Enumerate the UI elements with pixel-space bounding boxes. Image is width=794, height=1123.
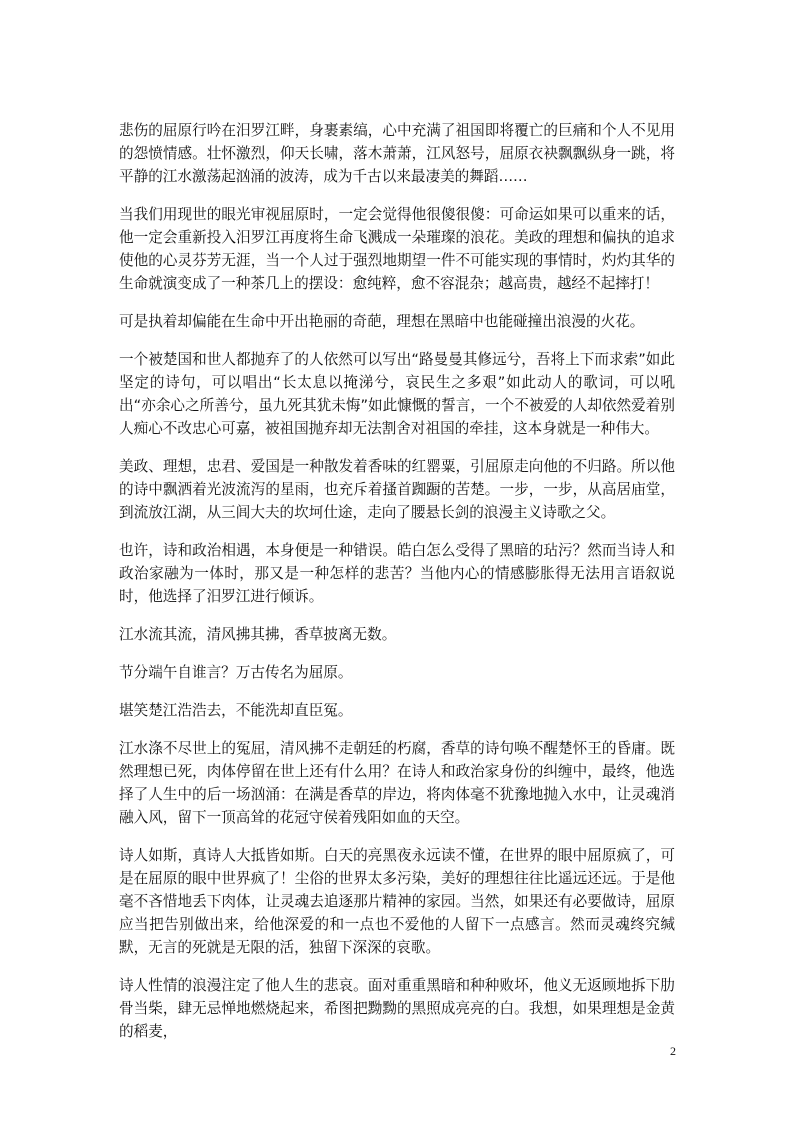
paragraph-1: 悲伤的屈原行吟在汨罗江畔，身裹素缟，心中充满了祖国即将覆亡的巨痛和个人不见用的怨愤情感。壮怀激烈，仰天长啸，落木萧萧，江风怒号，屈原衣袂飘飘纵身一跳，将平静的江水激荡起汹涌的波涛，成为千古以来最凄美的舞蹈…… — [119, 122, 675, 185]
paragraph-11: 诗人如斯，真诗人大抵皆如斯。白天的亮黑夜永远读不懂，在世界的眼中屈原疯了，可是在屈原的眼中世界疯了！尘俗的世界太多污染，美好的理想往往比遥远还远。于是他毫不吝惜地丢下肉体，让灵魂去追逐那片精神的家园。当然，如果还有必要做诗，屈原应当把告别做出来，给他深爱的和一点也不爱他的人留下一点感言。然而灵魂终究缄默，无言的死就是无限的活，独留下深深的哀歌。 — [119, 847, 675, 956]
paragraph-10: 江水涤不尽世上的冤屈，清风拂不走朝廷的朽腐，香草的诗句唤不醒楚怀王的昏庸。既然理想已死，肉体停留在世上还有什么用？在诗人和政治家身份的纠缠中，最终，他选择了人生中的后一场汹涌：在满是香草的岸边，将肉体毫不犹豫地抛入水中，让灵魂消融入风，留下一顶高耸的花冠守侯着残阳如血的天空。 — [119, 740, 675, 826]
paragraph-9: 堪笑楚江浩浩去，不能洗却直臣冤。 — [119, 702, 353, 719]
paragraph-12: 诗人性情的浪漫注定了他人生的悲哀。面对重重黑暗和种种败坏，他义无返顾地拆下肋骨当柴，肆无忌惮地燃烧起来，希图把黝黝的黑照成亮亮的白。我想，如果理想是金黄的稻麦， — [119, 977, 675, 1040]
paragraph-6: 也许，诗和政治相遇，本身便是一种错误。皓白怎么受得了黑暗的玷污？然而当诗人和政治家融为一体时，那又是一种怎样的悲苦？当他内心的情感膨胀得无法用言语叙说时，他选择了汨罗江进行倾诉。 — [119, 542, 675, 605]
page-body — [119, 119, 675, 1058]
paragraph-4: 一个被楚国和世人都抛弃了的人依然可以写出“路曼曼其修远兮，吾将上下而求索”如此坚定的诗句，可以唱出“长太息以掩涕兮，哀民生之多艰”如此动人的歌词，可以吼出“亦余心之所善兮，虽九死其犹未悔”如此慷慨的誓言，一个不被爱的人却依然爱着别人痴心不改忠心可嘉，被祖国抛弃却无法割舍对祖国的牵挂，这本身就是一种伟大。 — [119, 351, 675, 437]
paragraph-5: 美政、理想，忠君、爱国是一种散发着香味的红罂粟，引屈原走向他的不归路。所以他的诗中飘洒着光波流泻的星雨，也充斥着搔首踟蹰的苦楚。一步，一步，从高居庙堂，到流放江湖，从三闾大夫的坎坷仕途，走向了腰悬长剑的浪漫主义诗歌之父。 — [119, 458, 675, 521]
paragraph-7: 江水流其流，清风拂其拂，香草披离无数。 — [119, 626, 397, 643]
paragraph-3: 可是执着却偏能在生命中开出艳丽的奇葩，理想在黑暗中也能碰撞出浪漫的火花。 — [119, 313, 645, 330]
page-number: 2 — [670, 1044, 676, 1058]
paragraph-8: 节分端午自谁言？万古传名为屈原。 — [119, 664, 353, 681]
paragraph-2: 当我们用现世的眼光审视屈原时，一定会觉得他很傻很傻：可命运如果可以重来的话，他一定会重新投入汨罗江再度将生命飞溅成一朵璀璨的浪花。美政的理想和偏执的追求使他的心灵芬芳无涯，当一个人过于强烈地期望一件不可能实现的事情时，灼灼其华的生命就演变成了一种茶几上的摆设：愈纯粹，愈不容混杂；越高贵，越经不起摔打！ — [119, 206, 675, 292]
